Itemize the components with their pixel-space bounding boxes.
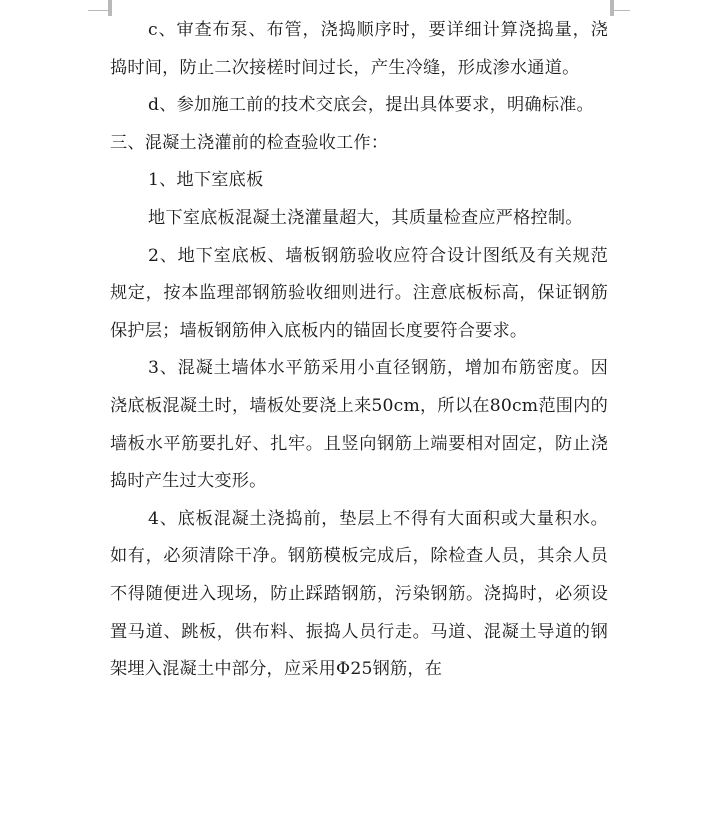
margin-mark-top-right-vertical [610, 0, 614, 16]
subheading-1: 1、地下室底板 [148, 170, 264, 191]
paragraph-3: 3、混凝土墙体水平筋采用小直径钢筋，增加布筋密度。因浇底板混凝土时，墙板处要浇上来50cm，所以在80cm范围内的墙板水平筋要扎好、扎牢。且竖向钢筋上端要相对固定，防止浇捣时产生过大变形。 [110, 358, 608, 492]
paragraph-4: 4、底板混凝土浇捣前，垫层上不得有大面积或大量积水。如有，必须清除干净。钢筋模板完成后，除检查人员，其余人员不得随便进入现场，防止踩踏钢筋，污染钢筋。浇捣时，必须设置马道、跳板，供布料、振捣人员行走。马道、混凝土导道的钢架埋入混凝土中部分，应采用Φ25钢筋，在 [110, 508, 608, 680]
paragraph-2: 2、地下室底板、墙板钢筋验收应符合设计图纸及有关规范规定，按本监理部钢筋验收细则进行。注意底板标高，保证钢筋保护层；墙板钢筋伸入底板内的锚固长度要符合要求。 [110, 245, 608, 341]
margin-mark-top-left [88, 0, 108, 11]
section-heading-3: 三、混凝土浇灌前的检查验收工作： [110, 132, 389, 153]
paragraph-d: d、参加施工前的技术交底会，提出具体要求，明确标准。 [148, 95, 594, 116]
paragraph-1: 地下室底板混凝土浇灌量超大，其质量检查应严格控制。 [148, 207, 583, 228]
document-body [110, 12, 608, 689]
paragraph-c: c、审查布泵、布管，浇捣顺序时，要详细计算浇捣量，浇捣时间，防止二次接槎时间过长，产生冷缝，形成渗水通道。 [110, 20, 608, 78]
